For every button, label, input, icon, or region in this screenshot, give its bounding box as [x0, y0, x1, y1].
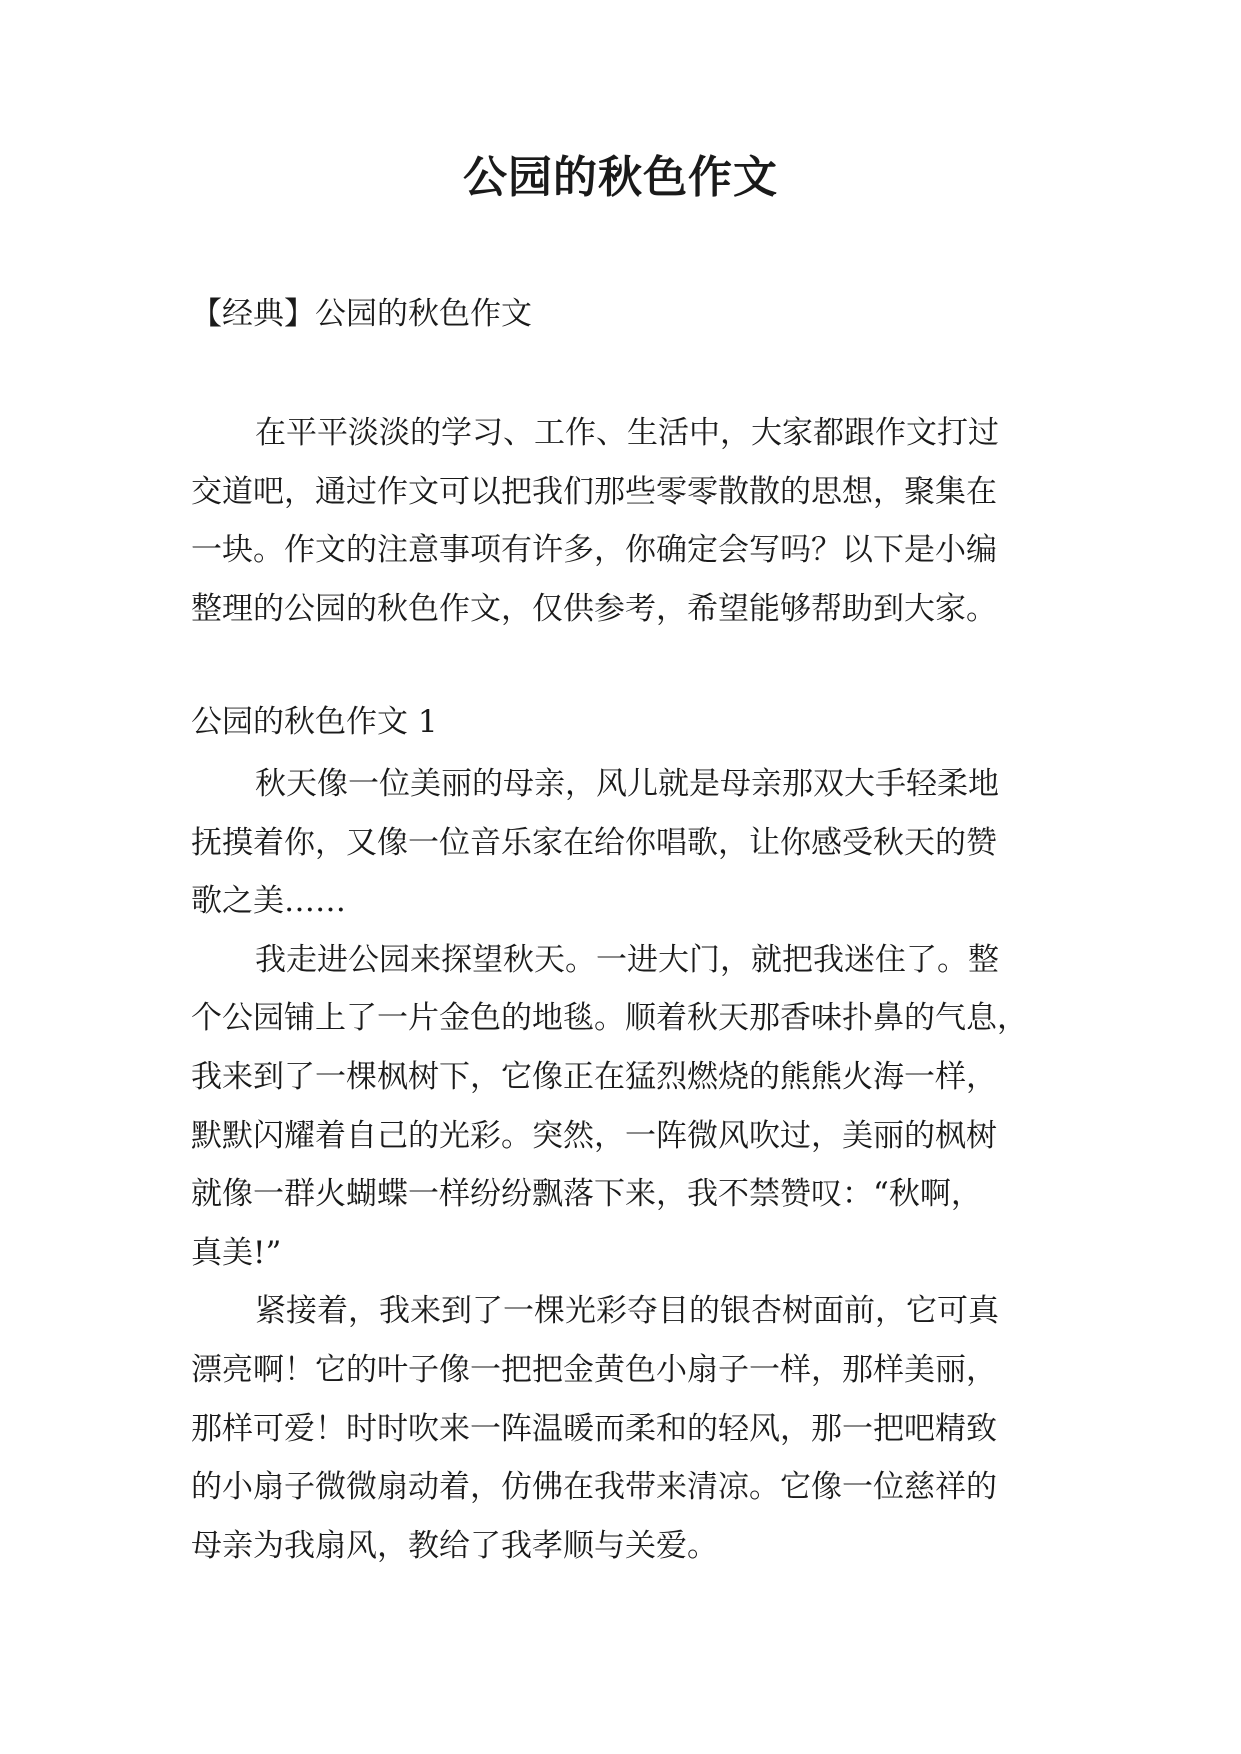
paragraph-line: 漂亮啊！它的叶子像一把把金黄色小扇子一样，那样美丽， [191, 1351, 997, 1388]
essay-body [191, 755, 1071, 1575]
paragraph-line: 我来到了一棵枫树下，它像正在猛烈燃烧的熊熊火海一样， [191, 1058, 997, 1095]
paragraph-line: 母亲为我扇风，教给了我孝顺与关爱。 [191, 1527, 718, 1564]
intro-line: 一块。作文的注意事项有许多，你确定会写吗？以下是小编 [191, 532, 997, 569]
essay-paragraph [191, 931, 1071, 1283]
essay-paragraph [191, 755, 1071, 931]
intro-line: 在平平淡淡的学习、工作、生活中，大家都跟作文打过 [255, 415, 999, 451]
paragraph-line: 就像一群火蝴蝶一样纷纷飘落下来，我不禁赞叹：“秋啊， [191, 1176, 982, 1213]
paragraph-line: 歌之美…… [191, 883, 346, 920]
document-title: 公园的秋色作文 [463, 152, 778, 203]
document-subtitle: 【经典】公园的秋色作文 [191, 296, 532, 332]
paragraph-line: 抚摸着你，又像一位音乐家在给你唱歌，让你感受秋天的赞 [191, 824, 997, 861]
paragraph-line: 真美!” [191, 1234, 282, 1271]
intro-paragraph [191, 404, 1071, 638]
paragraph-line: 我走进公园来探望秋天。一进大门，就把我迷住了。整 [255, 941, 999, 978]
paragraph-line: 的小扇子微微扇动着，仿佛在我带来清凉。它像一位慈祥的 [191, 1469, 997, 1506]
essay-paragraph [191, 1282, 1071, 1575]
paragraph-line: 个公园铺上了一片金色的地毯。顺着秋天那香味扑鼻的气息， [191, 1000, 1028, 1037]
intro-line: 交道吧，通过作文可以把我们那些零零散散的思想，聚集在 [191, 473, 997, 510]
paragraph-line: 秋天像一位美丽的母亲，风儿就是母亲那双大手轻柔地 [255, 766, 999, 802]
paragraph-line: 紧接着，我来到了一棵光彩夺目的银杏树面前，它可真 [255, 1293, 999, 1330]
paragraph-line: 默默闪耀着自己的光彩。突然，一阵微风吹过，美丽的枫树 [191, 1117, 997, 1154]
section-heading: 公园的秋色作文 1 [191, 704, 438, 740]
paragraph-line: 那样可爱！时时吹来一阵温暖而柔和的轻风，那一把吧精致 [191, 1410, 997, 1447]
intro-line: 整理的公园的秋色作文，仅供参考，希望能够帮助到大家。 [191, 590, 997, 627]
